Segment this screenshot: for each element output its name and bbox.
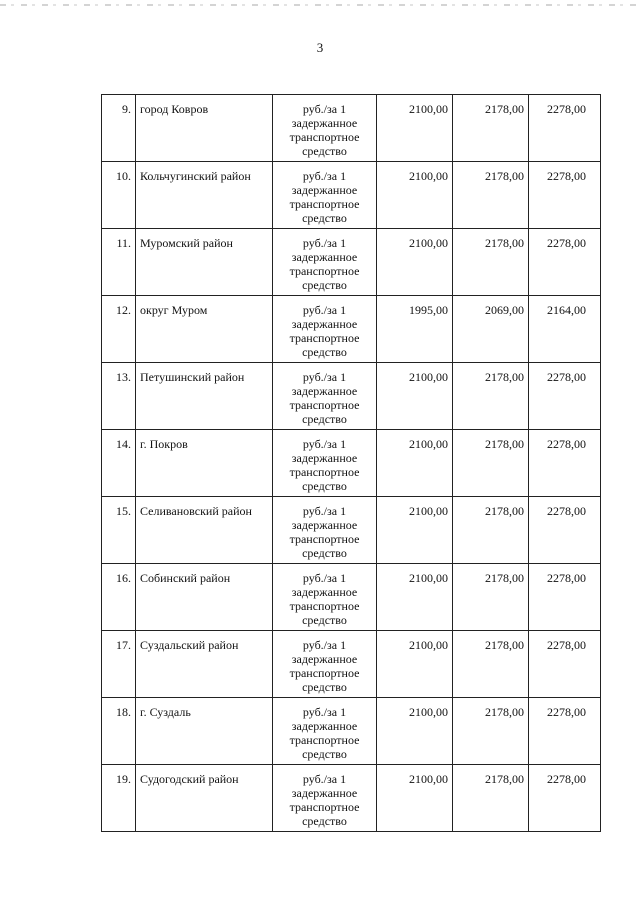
unit-cell: руб./за 1 задержанное транспортное средство (273, 698, 377, 765)
unit-cell: руб./за 1 задержанное транспортное средство (273, 564, 377, 631)
scan-artifact-line (0, 4, 640, 6)
page-number: 3 (316, 40, 324, 55)
table-row (102, 95, 601, 162)
table-row (102, 162, 601, 229)
district-name: г. Покров (136, 430, 273, 497)
unit-cell: руб./за 1 задержанное транспортное средство (273, 162, 377, 229)
district-name: город Ковров (136, 95, 273, 162)
tariff-value-3: 2278,00 (529, 564, 601, 631)
row-number: 9. (102, 95, 136, 162)
district-name: Селивановский район (136, 497, 273, 564)
row-number: 11. (102, 229, 136, 296)
tariff-value-2: 2178,00 (453, 162, 529, 229)
tariff-value-1: 2100,00 (377, 162, 453, 229)
tariff-value-3: 2278,00 (529, 95, 601, 162)
tariff-value-3: 2278,00 (529, 497, 601, 564)
tariff-value-1: 2100,00 (377, 430, 453, 497)
tariff-value-2: 2069,00 (453, 296, 529, 363)
tariff-value-2: 2178,00 (453, 430, 529, 497)
district-name: Петушинский район (136, 363, 273, 430)
unit-cell: руб./за 1 задержанное транспортное средство (273, 296, 377, 363)
table-row (102, 765, 601, 832)
tariff-value-2: 2178,00 (453, 698, 529, 765)
table-row (102, 631, 601, 698)
tariff-value-1: 2100,00 (377, 631, 453, 698)
row-number: 15. (102, 497, 136, 564)
row-number: 14. (102, 430, 136, 497)
tariff-value-2: 2178,00 (453, 229, 529, 296)
tariff-value-1: 2100,00 (377, 497, 453, 564)
district-name: Собинский район (136, 564, 273, 631)
tariff-value-3: 2278,00 (529, 765, 601, 832)
district-name: Муромский район (136, 229, 273, 296)
district-name: Судогодский район (136, 765, 273, 832)
tariff-value-2: 2178,00 (453, 631, 529, 698)
tariff-value-3: 2278,00 (529, 430, 601, 497)
tariff-value-2: 2178,00 (453, 564, 529, 631)
row-number: 12. (102, 296, 136, 363)
table-row (102, 564, 601, 631)
table-row (102, 430, 601, 497)
tariff-table (101, 94, 601, 832)
table-row (102, 296, 601, 363)
unit-cell: руб./за 1 задержанное транспортное средство (273, 229, 377, 296)
tariff-value-3: 2278,00 (529, 229, 601, 296)
unit-cell: руб./за 1 задержанное транспортное средство (273, 95, 377, 162)
tariff-value-2: 2178,00 (453, 95, 529, 162)
unit-cell: руб./за 1 задержанное транспортное средство (273, 363, 377, 430)
row-number: 13. (102, 363, 136, 430)
table-row (102, 229, 601, 296)
tariff-value-3: 2164,00 (529, 296, 601, 363)
tariff-value-2: 2178,00 (453, 363, 529, 430)
tariff-value-1: 2100,00 (377, 564, 453, 631)
row-number: 19. (102, 765, 136, 832)
district-name: Суздальский район (136, 631, 273, 698)
district-name: Кольчугинский район (136, 162, 273, 229)
tariff-value-3: 2278,00 (529, 698, 601, 765)
tariff-value-2: 2178,00 (453, 765, 529, 832)
table-row (102, 698, 601, 765)
tariff-value-3: 2278,00 (529, 631, 601, 698)
district-name: округ Муром (136, 296, 273, 363)
table-row (102, 497, 601, 564)
tariff-value-1: 2100,00 (377, 229, 453, 296)
tariff-value-2: 2178,00 (453, 497, 529, 564)
tariff-value-1: 2100,00 (377, 363, 453, 430)
tariff-value-3: 2278,00 (529, 162, 601, 229)
row-number: 18. (102, 698, 136, 765)
unit-cell: руб./за 1 задержанное транспортное средство (273, 430, 377, 497)
tariff-value-1: 1995,00 (377, 296, 453, 363)
tariff-value-3: 2278,00 (529, 363, 601, 430)
row-number: 17. (102, 631, 136, 698)
tariff-value-1: 2100,00 (377, 765, 453, 832)
tariff-value-1: 2100,00 (377, 95, 453, 162)
tariff-table-body (102, 95, 601, 832)
unit-cell: руб./за 1 задержанное транспортное средство (273, 497, 377, 564)
row-number: 10. (102, 162, 136, 229)
tariff-value-1: 2100,00 (377, 698, 453, 765)
row-number: 16. (102, 564, 136, 631)
unit-cell: руб./за 1 задержанное транспортное средство (273, 631, 377, 698)
unit-cell: руб./за 1 задержанное транспортное средство (273, 765, 377, 832)
district-name: г. Суздаль (136, 698, 273, 765)
table-row (102, 363, 601, 430)
